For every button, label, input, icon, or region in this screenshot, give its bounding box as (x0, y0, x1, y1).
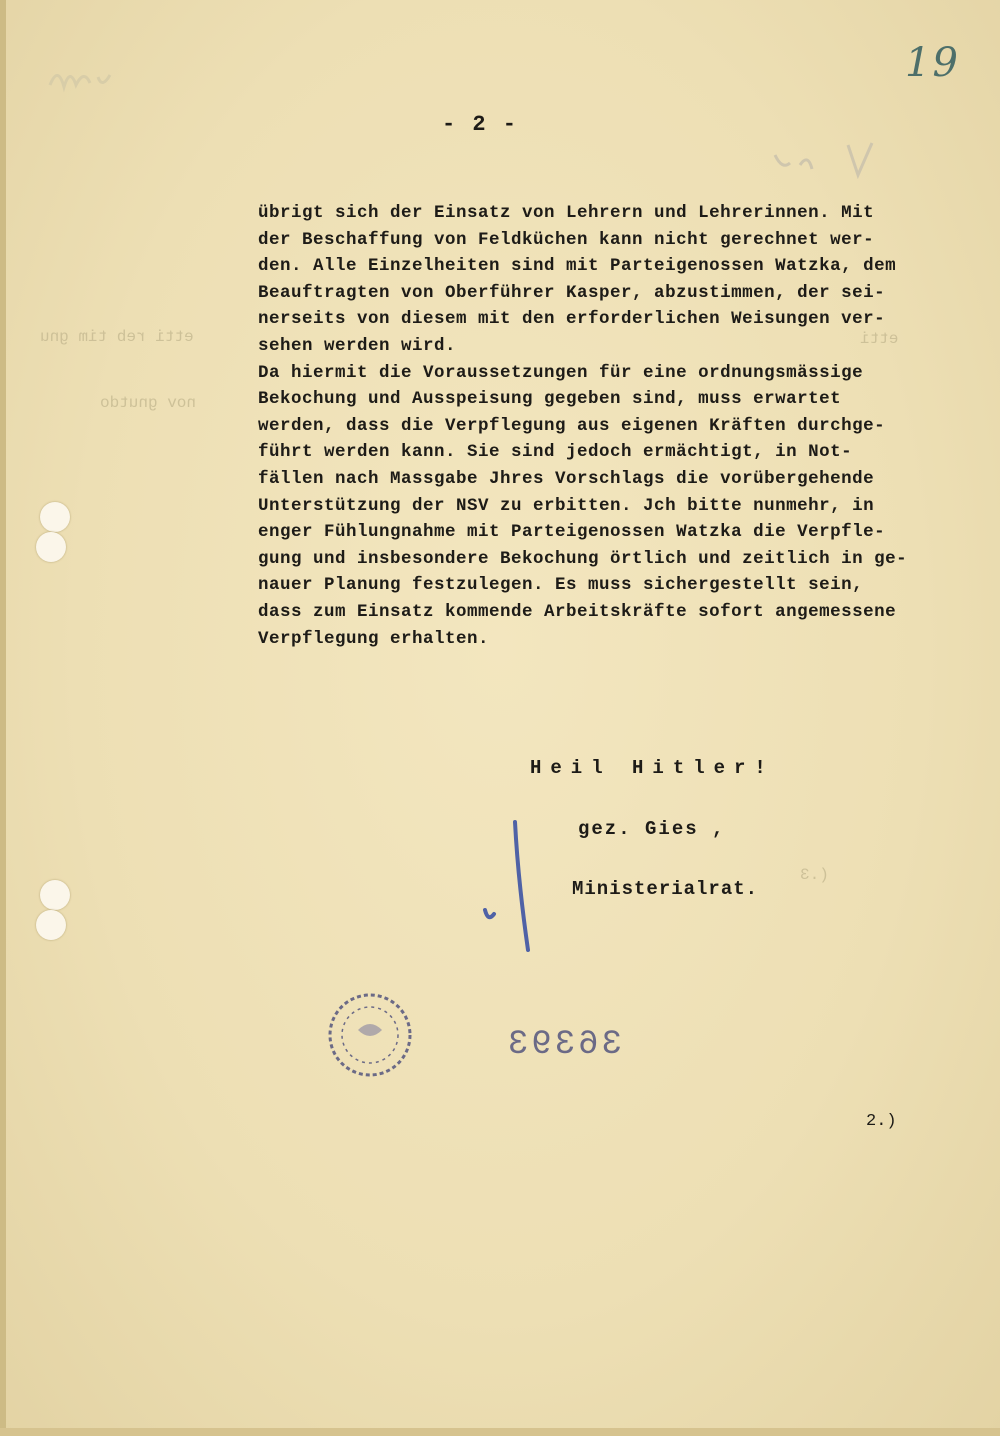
page-number: - 2 - (441, 112, 518, 137)
pencil-scribble-icon (40, 55, 130, 110)
bleed-through-text: etti (860, 330, 899, 348)
punch-hole (40, 502, 70, 532)
body-line: Unterstützung der NSV zu erbitten. Jch bitte nunmehr, in (258, 495, 875, 516)
punch-hole (40, 880, 70, 910)
pencil-tick-icon (760, 135, 890, 205)
folio-number: 19 (905, 40, 960, 86)
body-line: nauer Planung festzulegen. Es muss sichergestellt sein, (258, 575, 864, 596)
body-line: enger Fühlungnahme mit Parteigenossen Watzka die Verpfle- (258, 522, 886, 543)
body-line: gung und insbesondere Bekochung örtlich und zeitlich in ge- (258, 548, 908, 569)
letter-body (258, 200, 998, 720)
ministry-stamp-icon (318, 990, 422, 1080)
body-line: fällen nach Massgabe Jhres Vorschlags die vorübergehende (258, 468, 875, 489)
body-line: Da hiermit die Voraussetzungen für eine ordnungsmässige (258, 362, 864, 383)
paper-edge-left (0, 0, 6, 1436)
body-line: den. Alle Einzelheiten sind mit Parteigenossen Watzka, dem (258, 256, 897, 277)
bleed-through-text: nov gnutdo (100, 394, 197, 412)
body-line: werden, dass die Verpflegung aus eigenen Kräften durchge- (258, 415, 886, 436)
blue-pen-mark-icon (470, 810, 550, 960)
registration-number: 36393 (504, 1026, 622, 1064)
body-line: übrigt sich der Einsatz von Lehrern und Lehrerinnen. Mit (258, 203, 875, 223)
bleed-through-text: etti reb tim gnu (40, 328, 194, 346)
signatory-title: Ministerialrat. (572, 878, 759, 900)
body-line: Verpflegung erhalten. (258, 628, 490, 649)
body-line: führt werden kann. Sie sind jedoch ermächtigt, in Not- (258, 442, 853, 463)
closing-salutation: Heil Hitler! (530, 757, 775, 779)
body-line: dass zum Einsatz kommende Arbeitskräfte sofort angemessene (258, 601, 897, 622)
bleed-through-text: (.3 (800, 866, 829, 884)
body-line: der Beschaffung von Feldküchen kann nicht gerechnet wer- (258, 229, 875, 250)
body-line: Bekochung und Ausspeisung gegeben sind, muss erwartet (258, 389, 842, 410)
punch-hole (36, 532, 66, 562)
body-line: nerseits von diesem mit den erforderlichen Weisungen ver- (258, 309, 886, 330)
body-line: sehen werden wird. (258, 335, 457, 356)
paper-edge-bottom (0, 1428, 1000, 1436)
enclosure-marker: 2.) (866, 1112, 897, 1131)
body-line: Beauftragten von Oberführer Kasper, abzustimmen, der sei- (258, 282, 886, 303)
punch-hole (36, 910, 66, 940)
signature-line: gez. Gies , (578, 818, 726, 840)
